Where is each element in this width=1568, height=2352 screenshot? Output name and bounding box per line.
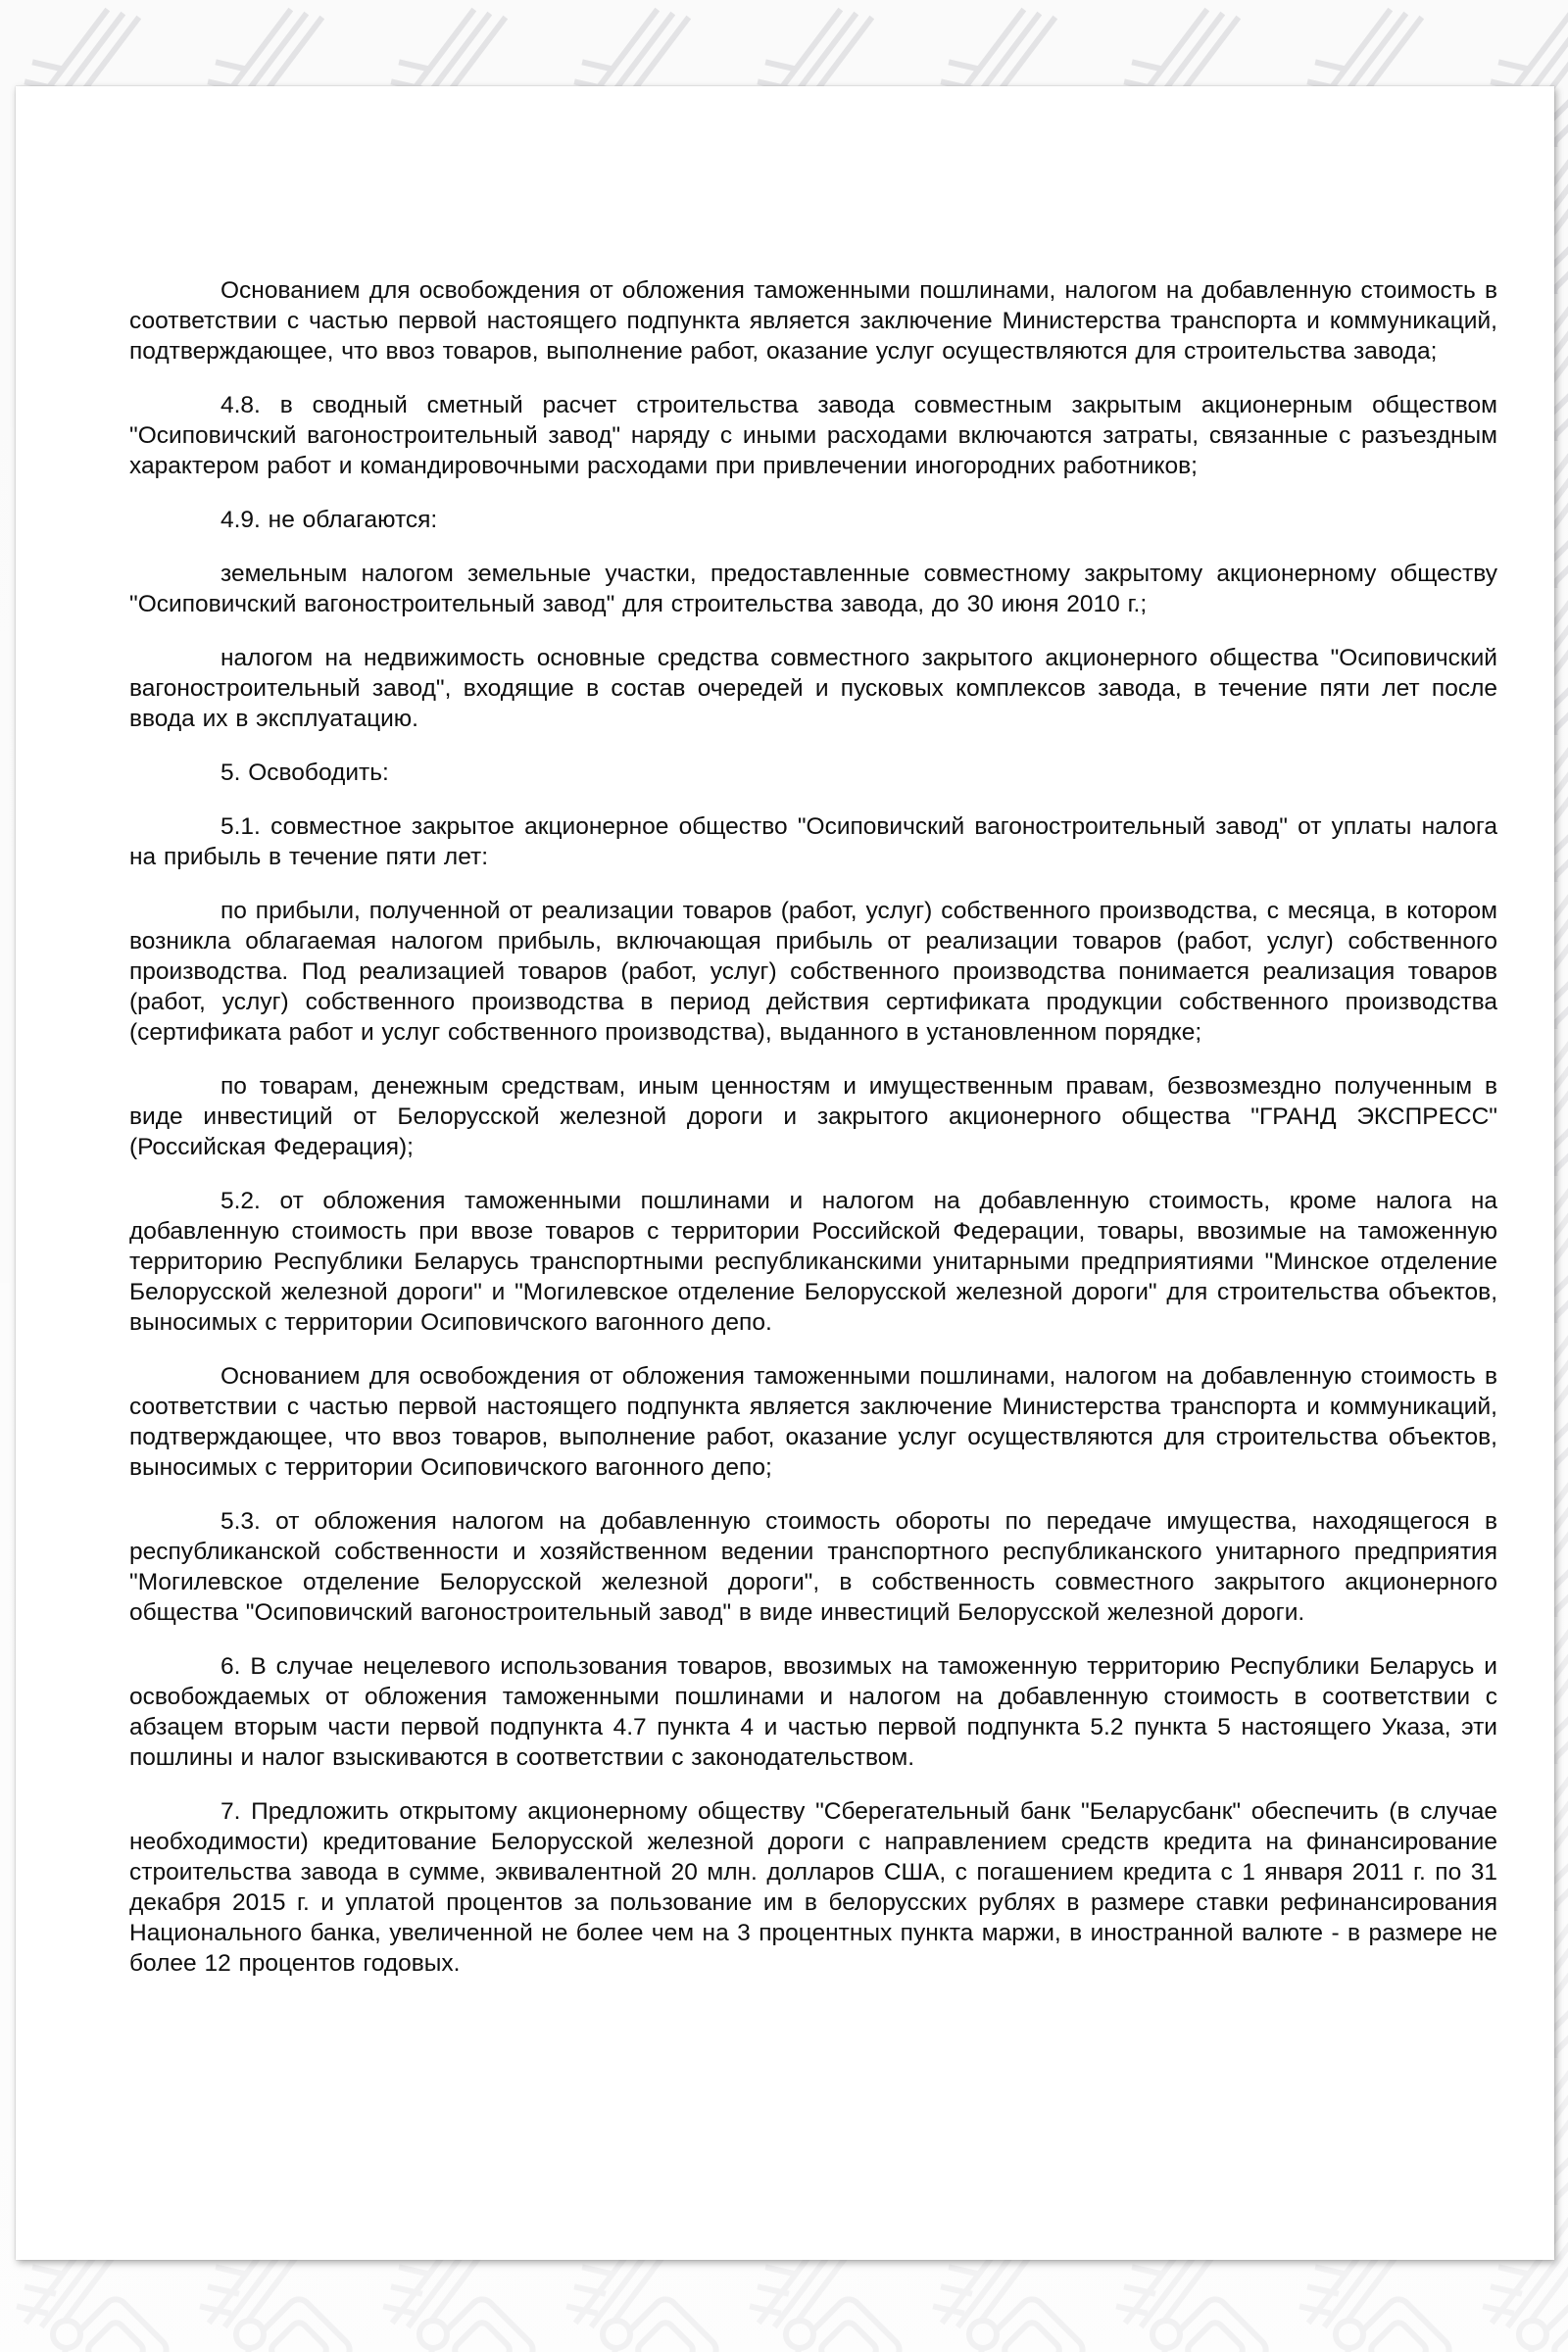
paragraph: налогом на недвижимость основные средства совместного закрытого акционерного общества "Осиповичский вагоностроительный завод", входящие в состав очередей и пусковых комплексов завода, в течение пяти лет после ввода их в эксплуатацию. — [129, 645, 1497, 732]
paragraph: по прибыли, полученной от реализации товаров (работ, услуг) собственного производства, с месяца, в котором возникла облагаемая налогом прибыль, включающая прибыль от реализации товаров (работ, услуг) собственного производства. Под реализацией товаров (работ, услуг) собственного производства понимается реализация товаров (работ, услуг) собственного производства в период действия сертификата продукции собственного производства (сертификата работ и услуг собственного производства), выданного в установленном порядке; — [129, 898, 1497, 1046]
paragraph: 5.3. от обложения налогом на добавленную стоимость обороты по передаче имущества, находящегося в республиканской собственности и хозяйственном ведении транспортного республиканского унитарного предприятия "Могилевское отделение Белорусской железной дороги", в собственность совместного закрытого акционерного общества "Осиповичский вагоностроительный завод" в виде инвестиций Белорусской железной дороги. — [129, 1508, 1497, 1626]
paragraph: Основанием для освобождения от обложения таможенными пошлинами, налогом на добавленную стоимость в соответствии с частью первой настоящего подпункта является заключение Министерства транспорта и коммуникаций, подтверждающее, что ввоз товаров, выполнение работ, оказание услуг осуществляются для строительства завода; — [129, 277, 1497, 365]
paragraph: 7. Предложить открытому акционерному обществу "Сберегательный банк "Беларусбанк" обеспечить (в случае необходимости) кредитование Белорусской железной дороги с направлением средств кредита на финансирование строительства завода в сумме, эквивалентной 20 млн. долларов США, с погашением кредита с 1 января 2011 г. по 31 декабря 2015 г. и уплатой процентов за пользование им в белорусских рублях в размере ставки рефинансирования Национального банка, увеличенной не более чем на 3 процентных пункта маржи, в иностранной валюте - в размере не более 12 процентов годовых. — [129, 1798, 1497, 1977]
paragraph: 6. В случае нецелевого использования товаров, ввозимых на таможенную территорию Республики Беларусь и освобождаемых от обложения таможенными пошлинами и налогом на добавленную стоимость в соответствии с абзацем вторым части первой подпункта 4.7 пункта 4 и частью первой подпункта 5.2 пункта 5 настоящего Указа, эти пошлины и налог взыскиваются в соответствии с законодательством. — [129, 1653, 1497, 1771]
document-body — [129, 275, 1497, 1979]
paragraph: земельным налогом земельные участки, предоставленные совместному закрытому акционерному обществу "Осиповичский вагоностроительный завод" для строительства завода, до 30 июня 2010 г.; — [129, 561, 1497, 617]
document-page — [16, 86, 1554, 2260]
paragraph: по товарам, денежным средствам, иным ценностям и имущественным правам, безвозмездно полученным в виде инвестиций от Белорусской железной дороги и закрытого акционерного общества "ГРАНД ЭКСПРЕСС" (Российская Федерация); — [129, 1073, 1497, 1160]
paragraph: 5.2. от обложения таможенными пошлинами и налогом на добавленную стоимость, кроме налога на добавленную стоимость при ввозе товаров с территории Российской Федерации, товары, ввозимые на таможенную территорию Республики Беларусь транспортными республиканскими унитарными предприятиями "Минское отделение Белорусской железной дороги" и "Могилевское отделение Белорусской железной дороги" для строительства объектов, выносимых с территории Осиповичского вагонного депо. — [129, 1188, 1497, 1336]
paragraph: 5. Освободить: — [220, 760, 389, 786]
paragraph: 4.9. не облагаются: — [220, 507, 438, 533]
paragraph: 4.8. в сводный сметный расчет строительства завода совместным закрытым акционерным обществом "Осиповичский вагоностроительный завод" наряду с иными расходами включаются затраты, связанные с разъездным характером работ и командировочными расходами при привлечении иногородних работников; — [129, 392, 1497, 479]
paragraph: 5.1. совместное закрытое акционерное общество "Осиповичский вагоностроительный завод" от уплаты налога на прибыль в течение пяти лет: — [129, 813, 1497, 870]
paragraph: Основанием для освобождения от обложения таможенными пошлинами, налогом на добавленную стоимость в соответствии с частью первой настоящего подпункта является заключение Министерства транспорта и коммуникаций, подтверждающее, что ввоз товаров, выполнение работ, оказание услуг осуществляются для строительства объектов, выносимых с территории Осиповичского вагонного депо; — [129, 1363, 1497, 1481]
